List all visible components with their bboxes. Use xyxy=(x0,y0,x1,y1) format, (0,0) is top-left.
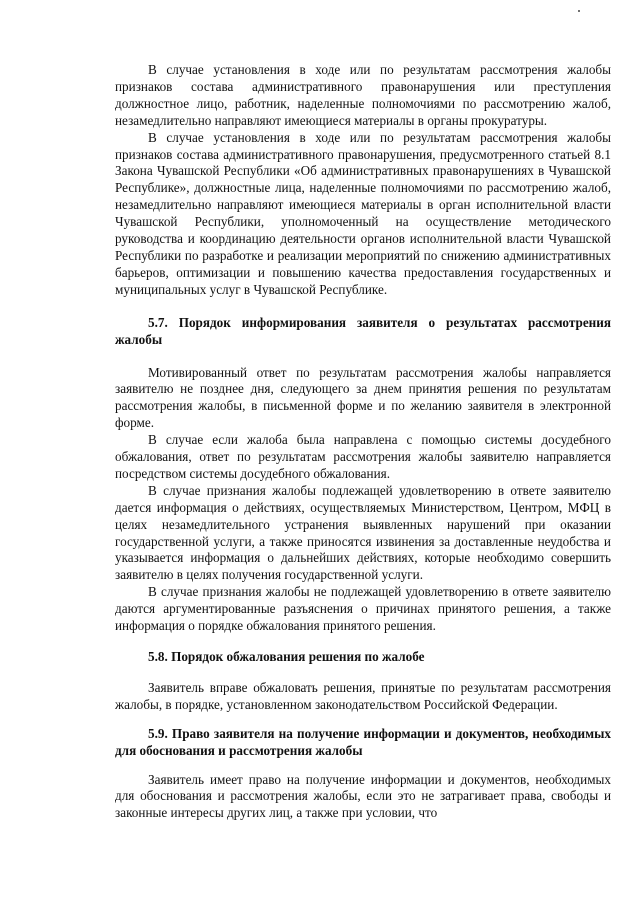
paragraph: Заявитель имеет право на получение информации и документов, необходимых для обоснования и рассмотрения жалобы, если это не затрагивает права, свободы и законные интересы других лиц, а также при условии, что xyxy=(115,771,611,821)
section-heading-5-7: 5.7. Порядок информирования заявителя о результатах рассмотрения жалобы xyxy=(115,314,611,347)
paragraph: В случае установления в ходе или по результатам рассмотрения жалобы признаков состава административного правонарушения, предусмотренного статьей 8.1 Закона Чувашской Республики «Об административных правонарушениях в Чувашской Республике», должностные лица, наделенные полномочиями по рассмотрению жалоб, незамедлительно направляют имеющиеся материалы в орган исполнительной власти Чувашской Республики, уполномоченный на осуществление методического руководства и координацию деятельности органов исполнительной власти Чувашской Республики по разработке и реализации мероприятий по снижению административных барьеров, оптимизации и повышению качества предоставления государственных и муниципальных услуг в Чувашской Республике. xyxy=(115,129,611,297)
paragraph: В случае признания жалобы не подлежащей удовлетворению в ответе заявителю даются аргументированные разъяснения о причинах принятого решения, а также информация о порядке обжалования принятого решения. xyxy=(115,584,611,634)
paragraph: В случае если жалоба была направлена с помощью системы досудебного обжалования, ответ по результатам рассмотрения жалобы заявителю направляется посредством системы досудебного обжалования. xyxy=(115,432,611,481)
document-page xyxy=(115,62,611,822)
section-heading-5-9: 5.9. Право заявителя на получение информации и документов, необходимых для обоснования и рассмотрения жалобы xyxy=(115,725,611,758)
section-heading-5-8: 5.8. Порядок обжалования решения по жалобе xyxy=(148,649,425,664)
scan-speck xyxy=(578,10,580,12)
paragraph: В случае признания жалобы подлежащей удовлетворению в ответе заявителю дается информация о действиях, осуществляемых Министерством, Центром, МФЦ в целях незамедлительного устранения выявленных нарушений при оказании государственной услуги, а также приносятся извинения за доставленные неудобства и указывается информация о дальнейших действиях, которые необходимо совершить заявителю в целях получения государственной услуги. xyxy=(115,482,611,583)
paragraph: В случае установления в ходе или по результатам рассмотрения жалобы признаков состава административного правонарушения или преступления должностное лицо, работник, наделенные полномочиями по рассмотрению жалоб, незамедлительно направляют имеющиеся материалы в органы прокуратуры. xyxy=(115,62,611,128)
paragraph: Заявитель вправе обжаловать решения, принятые по результатам рассмотрения жалобы, в порядке, установленном законодательством Российской Федерации. xyxy=(115,679,611,712)
paragraph: Мотивированный ответ по результатам рассмотрения жалобы направляется заявителю не позднее дня, следующего за днем принятия решения по результатам рассмотрения жалобы, в письменной форме и по желанию заявителя в электронной форме. xyxy=(115,364,611,431)
